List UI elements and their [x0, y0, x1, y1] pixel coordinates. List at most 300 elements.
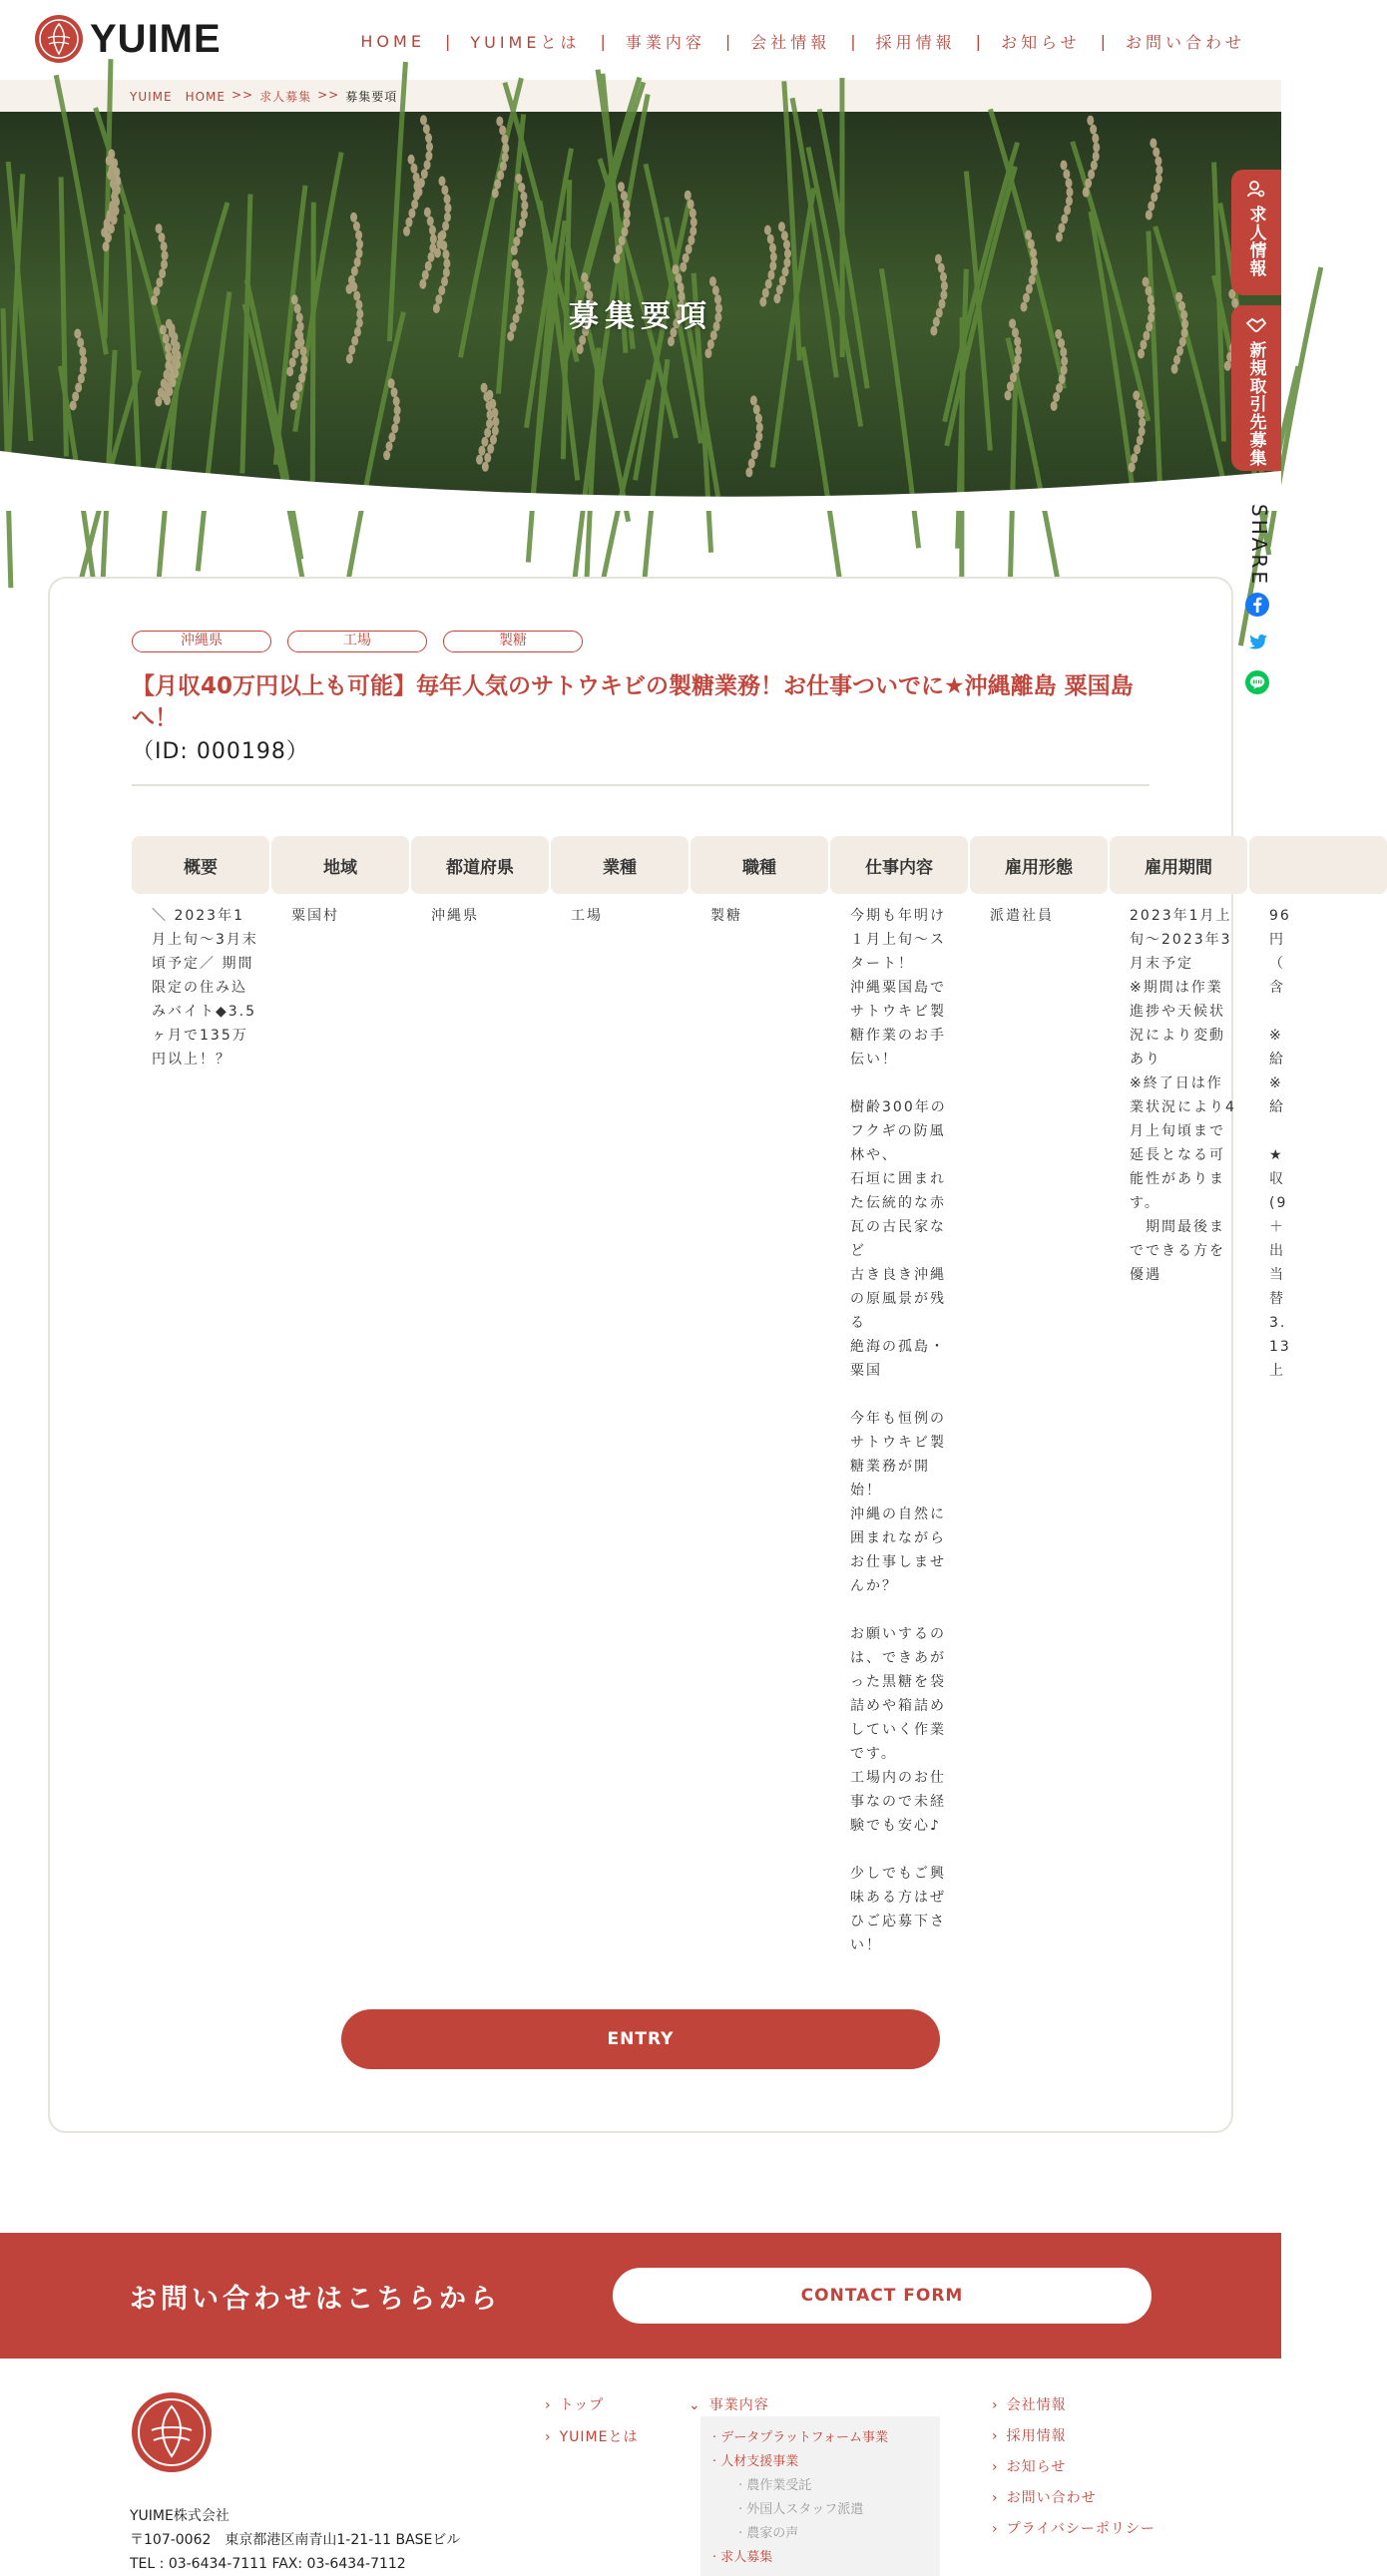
- rice-grain: [492, 189, 499, 199]
- rice-grain: [1061, 161, 1068, 171]
- footer-sub-label: 人材支援事業: [720, 2454, 798, 2469]
- rice-grain: [1136, 399, 1143, 409]
- rice-grain: [1060, 347, 1067, 357]
- rice-grain: [688, 235, 694, 245]
- rice-grain: [350, 213, 357, 222]
- nav-company[interactable]: 会社情報: [750, 30, 830, 53]
- col-header: 地域: [271, 836, 409, 894]
- rice-grain: [77, 337, 84, 347]
- rice-grain: [411, 200, 418, 210]
- nav-about[interactable]: YUIMEとは: [470, 30, 580, 53]
- rice-grain: [1083, 188, 1090, 198]
- rice-grain: [1028, 239, 1035, 249]
- rice-grain: [355, 230, 362, 240]
- rice-grain: [159, 268, 166, 278]
- hero-title: 募集要項: [0, 291, 1281, 335]
- footer-sub-label: 農家の声: [746, 2526, 798, 2541]
- rice-grain: [935, 254, 942, 264]
- col-header: 雇用期間: [1110, 836, 1247, 894]
- col-summary: [132, 836, 269, 1957]
- rice-grain: [1061, 356, 1068, 366]
- footer-link-label: 事業内容: [709, 2397, 769, 2413]
- rice-grain: [686, 244, 693, 254]
- rice-grain: [1143, 277, 1150, 287]
- col-employment-period: [1110, 836, 1247, 1957]
- rice-grain: [114, 185, 121, 195]
- rice-grain: [1088, 170, 1095, 180]
- rice-grain: [1140, 340, 1147, 350]
- rice-grain: [105, 232, 112, 242]
- rice-grain: [1031, 257, 1038, 267]
- line-icon[interactable]: [1245, 670, 1269, 694]
- rice-grain: [1138, 349, 1145, 359]
- rice-grain: [424, 208, 431, 217]
- rice-grain: [300, 355, 307, 365]
- rice-grain: [1056, 383, 1063, 393]
- rice-grain: [104, 220, 111, 230]
- rice-grain: [783, 257, 790, 267]
- col-value: 沖縄県: [411, 894, 549, 928]
- footer-link-label: お問い合わせ: [1007, 2490, 1097, 2506]
- contact-form-button[interactable]: CONTACT FORM: [613, 2268, 1152, 2324]
- job-detail-table: [132, 836, 1387, 1957]
- rice-grain: [423, 124, 430, 134]
- rice-grain: [770, 252, 777, 262]
- rice-grain: [484, 453, 491, 463]
- col-header: 仕事内容: [830, 836, 968, 894]
- col-salary-truncated: [1249, 836, 1387, 1957]
- footer-sub-label: 農作業受託: [746, 2478, 811, 2493]
- rice-grain: [579, 335, 586, 345]
- rice-grain: [521, 201, 528, 211]
- rice-grain: [161, 391, 168, 401]
- footer-link-label: お知らせ: [1007, 2459, 1067, 2475]
- rice-grain: [778, 221, 785, 231]
- footer-link-label: 採用情報: [1007, 2428, 1067, 2444]
- rice-grain: [1133, 390, 1140, 400]
- rice-grain: [581, 272, 588, 282]
- nav-contact[interactable]: お問い合わせ: [1126, 30, 1245, 53]
- footer-sub-data-platform[interactable]: · データプラットフォーム事業: [712, 2426, 888, 2445]
- rice-grain: [584, 281, 591, 291]
- rice-grain: [690, 226, 696, 236]
- share-label: SHARE: [1247, 504, 1271, 587]
- rice-grain: [765, 279, 772, 289]
- rice-grain: [748, 458, 755, 468]
- rice-grain: [1129, 462, 1136, 472]
- rice-grain: [427, 216, 434, 226]
- rice-grain: [499, 126, 506, 136]
- footer-sub-farmer-voice[interactable]: · 農家の声: [738, 2522, 798, 2541]
- chevron-right-icon: ›: [992, 2428, 999, 2444]
- rice-grain: [1058, 223, 1065, 233]
- rice-grain: [483, 392, 490, 402]
- contact-band: [0, 2233, 1281, 2359]
- side-tab-recruit-label: 求人情報: [1244, 206, 1269, 277]
- chevron-right-icon: ›: [992, 2490, 999, 2506]
- rice-grain: [784, 248, 791, 258]
- rice-grain: [425, 133, 432, 143]
- rice-grain: [161, 241, 168, 251]
- rice-grain: [410, 164, 417, 174]
- rice-grain: [481, 383, 488, 393]
- rice-grain: [613, 253, 620, 263]
- col-header: [1249, 836, 1387, 894]
- footer-sub-hr[interactable]: · 人材支援事業: [712, 2450, 798, 2469]
- rice-grain: [745, 467, 752, 477]
- rice-grain: [388, 378, 395, 388]
- rice-grain: [351, 266, 358, 276]
- rice-grain: [439, 230, 446, 240]
- col-header: 職種: [691, 836, 828, 894]
- rice-grain: [616, 244, 623, 254]
- rice-grain: [408, 155, 415, 165]
- rice-grain: [673, 264, 680, 274]
- footer-sub-label: 外国人スタッフ派遣: [746, 2502, 863, 2517]
- rice-grain: [755, 431, 762, 441]
- rice-grain: [391, 423, 398, 433]
- job-title: 【月収40万円以上も可能】毎年人気のサトウキビの製糖業務！お仕事ついでに★沖縄離島 粟国島へ！: [132, 670, 1159, 734]
- job-detail-card: [48, 577, 1233, 2133]
- site-logo[interactable]: [34, 14, 222, 64]
- footer-link-careers[interactable]: [992, 2425, 1067, 2445]
- rice-grain: [502, 144, 509, 154]
- rice-grain: [490, 435, 497, 445]
- job-id: （ID: 000198）: [132, 734, 309, 765]
- rice-grain: [443, 267, 450, 277]
- footer-link-contact[interactable]: [992, 2487, 1097, 2507]
- rice-grain: [1156, 165, 1162, 175]
- rice-grain: [80, 364, 87, 374]
- rice-grain: [443, 258, 450, 268]
- rice-grain: [1090, 125, 1097, 135]
- rice-grain: [107, 170, 114, 180]
- breadcrumb-recruit[interactable]: 求人募集: [259, 88, 311, 105]
- rice-grain: [1061, 365, 1068, 375]
- nav-separator: |: [976, 32, 981, 51]
- rice-grain: [436, 239, 443, 249]
- rice-grain: [1171, 364, 1178, 374]
- rice-grain: [515, 268, 522, 278]
- rice-grain: [403, 226, 410, 236]
- rice-grain: [441, 276, 448, 286]
- rice-grain: [1058, 338, 1065, 348]
- footer-link-privacy[interactable]: [992, 2518, 1156, 2538]
- rice-grain: [1056, 232, 1063, 242]
- tag-industry[interactable]: 工場: [287, 631, 427, 652]
- rice-grain: [164, 382, 171, 392]
- rice-grain: [769, 243, 776, 253]
- rice-grain: [704, 348, 711, 358]
- rice-grain: [444, 204, 451, 214]
- rice-grain: [750, 395, 757, 405]
- rice-grain: [691, 217, 697, 227]
- col-job-description: [830, 836, 968, 1957]
- rice-grain: [520, 192, 527, 202]
- rice-grain: [516, 227, 523, 237]
- rice-grain: [298, 373, 305, 383]
- twitter-icon[interactable]: [1245, 631, 1269, 654]
- rice-grain: [501, 135, 508, 145]
- rice-grain: [162, 250, 169, 260]
- footer-sub-label: データプラットフォーム事業: [720, 2430, 888, 2445]
- rice-grain: [355, 248, 362, 258]
- rice-grain: [430, 234, 437, 244]
- rice-grain: [155, 397, 162, 407]
- rice-grain: [393, 396, 400, 406]
- rice-grain: [500, 162, 507, 172]
- facebook-icon[interactable]: [1245, 593, 1269, 617]
- rice-grain: [165, 343, 172, 353]
- chevron-right-icon: ›: [992, 2459, 999, 2475]
- rice-grain: [486, 419, 493, 429]
- rice-grain: [163, 334, 170, 344]
- rice-grain: [289, 357, 296, 367]
- side-tab-partner[interactable]: [1231, 305, 1281, 471]
- rice-grain: [75, 382, 82, 392]
- rice-grain: [351, 336, 358, 346]
- rice-grain: [295, 382, 302, 392]
- rice-grain: [114, 176, 121, 186]
- rice-grain: [420, 115, 427, 125]
- rice-grain: [1067, 188, 1074, 198]
- rice-grain: [680, 262, 687, 272]
- job-tags: [132, 631, 583, 652]
- rice-grain: [419, 279, 426, 289]
- rice-grain: [1066, 179, 1073, 189]
- tag-prefecture[interactable]: 沖縄県: [132, 631, 271, 652]
- footer-link-label: トップ: [560, 2397, 605, 2413]
- footer-link-company[interactable]: [992, 2394, 1067, 2414]
- rice-grain: [112, 194, 119, 204]
- nav-separator: |: [725, 32, 730, 51]
- rice-grain: [513, 236, 520, 246]
- rice-grain: [1030, 248, 1037, 258]
- rice-grain: [1064, 206, 1071, 215]
- rice-grain: [767, 270, 774, 280]
- chevron-right-icon: ›: [992, 2397, 999, 2413]
- breadcrumb-separator: >>: [231, 88, 253, 105]
- rice-grain: [940, 272, 947, 282]
- rice-grain: [1173, 355, 1180, 365]
- rice-grain: [1029, 275, 1036, 285]
- divider: [132, 784, 1150, 786]
- person-search-icon: [1246, 180, 1266, 200]
- rice-grain: [1031, 266, 1038, 276]
- breadcrumb-home[interactable]: YUIME HOME: [130, 88, 226, 105]
- rice-grain: [623, 217, 630, 227]
- col-area: [271, 836, 409, 1957]
- col-industry: [551, 836, 689, 1957]
- rice-grain: [429, 243, 436, 253]
- nav-recruit[interactable]: 採用情報: [876, 30, 956, 53]
- col-value: 96 円 （ 含 ※ 給 ※ 給 ★ 収 (9 ＋ 出 当 替 3. 13 上: [1249, 894, 1387, 1383]
- rice-grain: [1087, 116, 1094, 126]
- rice-grain: [478, 446, 485, 456]
- col-value: 2023年1月上旬～2023年3月末予定 ※期間は作業進捗や天候状況により変動あり ※終了日は作業状況により4月上旬頃まで延長となる可能性があります。 期間最後までできる方を優遇: [1110, 894, 1247, 1287]
- footer-link-top[interactable]: [545, 2394, 604, 2414]
- side-tab-partner-label: 新規取引先募集: [1244, 341, 1269, 467]
- rice-grain: [414, 182, 421, 192]
- rice-grain: [517, 277, 524, 287]
- rice-grain: [1153, 147, 1159, 157]
- breadcrumb: [130, 88, 397, 105]
- rice-grain: [512, 259, 519, 269]
- rice-grain: [389, 432, 396, 442]
- rice-grain: [1063, 170, 1070, 180]
- rice-grain: [753, 404, 760, 414]
- nav-business[interactable]: 事業内容: [626, 30, 705, 53]
- rice-grain: [1146, 210, 1153, 219]
- col-header: 概要: [132, 836, 269, 894]
- rice-grain: [1053, 392, 1060, 402]
- rice-grain: [1085, 179, 1092, 189]
- site-header: [0, 0, 1281, 80]
- tag-occupation[interactable]: 製糖: [443, 631, 583, 652]
- rice-grain: [394, 405, 401, 415]
- rice-grain: [622, 226, 629, 236]
- rice-grain: [427, 252, 434, 262]
- logo-text: YUIME: [90, 17, 222, 62]
- rice-grain: [1148, 201, 1155, 211]
- rice-grain: [690, 209, 696, 218]
- rice-grain: [484, 428, 491, 438]
- rice-grain: [167, 373, 174, 383]
- rice-grain: [782, 266, 789, 276]
- rice-grain: [290, 400, 297, 410]
- rice-grain: [353, 221, 360, 231]
- rice-grain: [79, 346, 86, 356]
- rice-grain: [1137, 435, 1144, 445]
- rice-grain: [688, 200, 694, 210]
- rice-grain: [161, 259, 168, 269]
- rice-grain: [172, 346, 179, 356]
- company-address: 〒107-0062 東京都港区南青山1-21-11 BASEビル: [130, 2528, 460, 2552]
- rice-grain: [441, 186, 448, 196]
- rice-grain: [1151, 192, 1157, 202]
- rice-grain: [1131, 453, 1138, 463]
- nav-home[interactable]: HOME: [360, 32, 425, 51]
- footer-logo-emblem-icon[interactable]: [130, 2390, 214, 2474]
- rice-grain: [408, 209, 415, 218]
- rice-grain: [1091, 161, 1098, 171]
- rice-grain: [1010, 372, 1017, 382]
- breadcrumb-separator: >>: [317, 88, 339, 105]
- rice-grain: [1139, 426, 1146, 436]
- rice-grain: [764, 225, 771, 235]
- rice-grain: [348, 345, 355, 355]
- rice-grain: [1005, 390, 1012, 400]
- rice-grain: [938, 263, 945, 273]
- handshake-icon: [1245, 315, 1267, 335]
- rice-grain: [439, 177, 446, 187]
- rice-grain: [156, 223, 163, 233]
- rice-grain: [444, 195, 451, 205]
- rice-grain: [502, 153, 509, 163]
- rice-grain: [779, 275, 786, 285]
- rice-grain: [767, 234, 774, 244]
- rice-grain: [481, 437, 488, 447]
- entry-button[interactable]: ENTRY: [341, 2009, 940, 2069]
- breadcrumb-current: 募集要項: [345, 88, 397, 105]
- rice-grain: [1150, 138, 1156, 148]
- rice-grain: [1066, 197, 1073, 207]
- rice-grain: [1015, 354, 1022, 364]
- rice-grain: [496, 117, 503, 127]
- nav-news[interactable]: お知らせ: [1001, 30, 1081, 53]
- footer-sub-recruit[interactable]: · 求人募集: [712, 2546, 772, 2565]
- rice-grain: [1025, 230, 1032, 240]
- rice-grain: [1007, 381, 1014, 391]
- rice-grain: [442, 249, 449, 259]
- footer-link-news[interactable]: [992, 2456, 1066, 2476]
- rice-leaf: [312, 203, 313, 482]
- side-tab-recruit[interactable]: [1231, 170, 1281, 295]
- rice-grain: [1138, 408, 1145, 418]
- rice-grain: [103, 241, 110, 251]
- rice-grain: [476, 455, 483, 465]
- col-employment-type: [970, 836, 1108, 1957]
- rice-grain: [487, 444, 494, 454]
- rice-grain: [171, 355, 178, 365]
- footer-sub-farm-work[interactable]: · 農作業受託: [738, 2474, 811, 2493]
- rice-grain: [515, 174, 522, 184]
- rice-grain: [1059, 374, 1066, 384]
- rice-grain: [618, 182, 625, 192]
- rice-grain: [769, 261, 776, 271]
- rice-grain: [619, 235, 626, 245]
- rice-grain: [169, 364, 176, 374]
- logo-emblem-icon: [34, 14, 84, 64]
- rice-grain: [429, 225, 436, 235]
- rice-grain: [72, 391, 79, 401]
- footer-link-business[interactable]: [689, 2394, 769, 2414]
- rice-grain: [354, 257, 361, 267]
- rice-grain: [668, 336, 675, 346]
- rice-grain: [1154, 183, 1160, 193]
- rice-grain: [1092, 134, 1099, 144]
- rice-grain: [482, 462, 489, 472]
- rice-grain: [356, 239, 363, 249]
- rice-grain: [753, 440, 760, 450]
- footer-sub-foreign-staff[interactable]: · 外国人スタッフ派遣: [738, 2498, 863, 2517]
- hero-banner: [0, 112, 1281, 511]
- rice-grain: [444, 213, 451, 222]
- rice-grain: [111, 158, 118, 168]
- rice-grain: [108, 149, 115, 159]
- rice-grain: [1176, 346, 1183, 356]
- rice-grain: [1156, 174, 1162, 184]
- rice-grain: [413, 191, 420, 201]
- nav-separator: |: [850, 32, 855, 51]
- footer-link-label: YUIMEとは: [560, 2429, 639, 2445]
- chevron-right-icon: ›: [992, 2521, 999, 2537]
- rice-grain: [1179, 337, 1186, 347]
- rice-grain: [1013, 363, 1020, 373]
- rice-grain: [494, 180, 501, 190]
- rice-grain: [624, 209, 631, 218]
- rice-grain: [1093, 152, 1100, 162]
- rice-grain: [577, 344, 584, 354]
- rice-grain: [425, 261, 432, 271]
- rice-grain: [383, 450, 390, 460]
- footer-link-about[interactable]: [545, 2426, 638, 2446]
- rice-grain: [292, 348, 299, 358]
- rice-grain: [300, 364, 307, 374]
- rice-grain: [518, 183, 525, 193]
- rice-grain: [675, 273, 682, 283]
- col-value: 製糖: [691, 894, 828, 928]
